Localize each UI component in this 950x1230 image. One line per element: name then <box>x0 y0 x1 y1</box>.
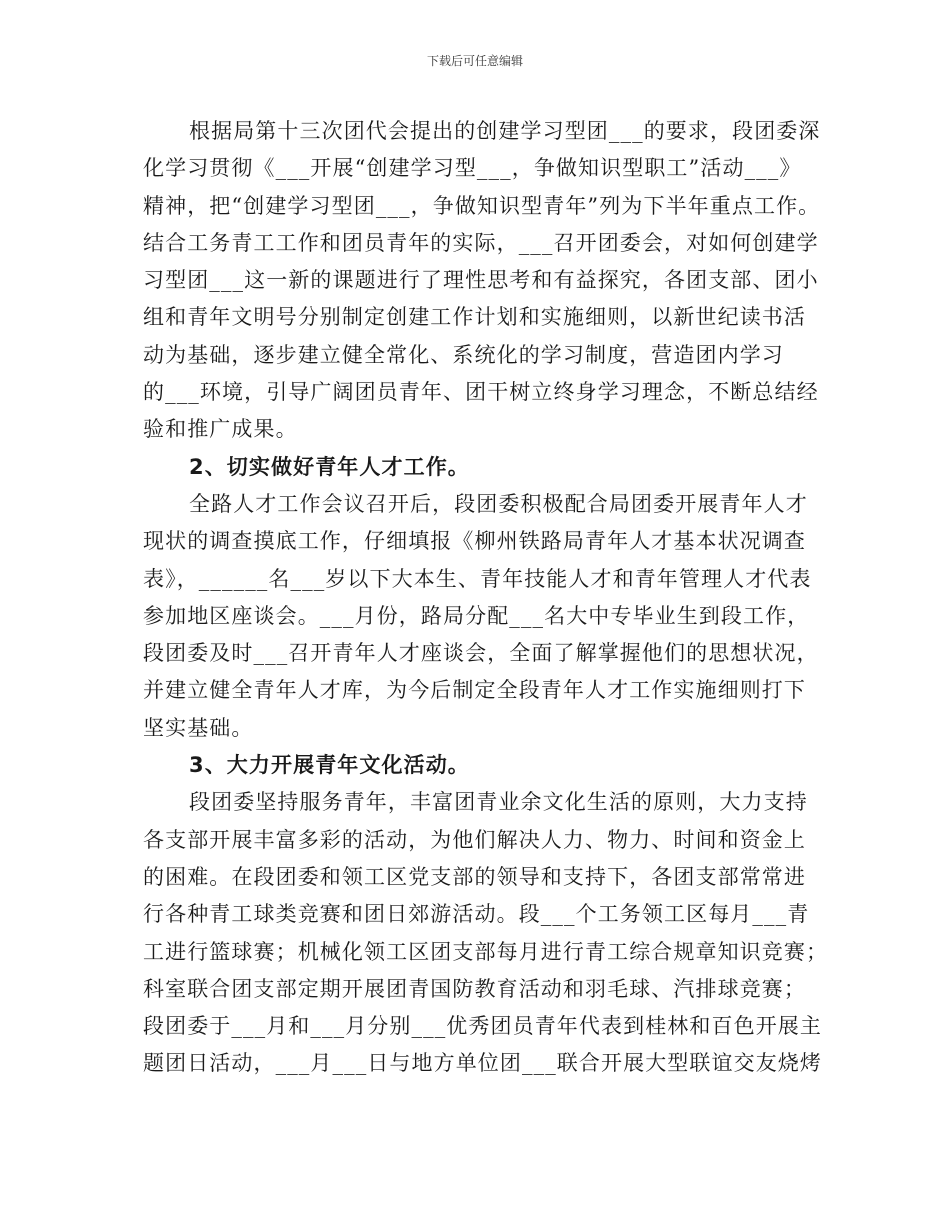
page-header: 下载后可任意编辑 <box>426 54 523 68</box>
paragraph-line: 行各种青工球类竞赛和团日郊游活动。段___个工务领工区每月___青 <box>143 902 810 927</box>
paragraph-line: 表》，______名___岁以下大本生、青年技能人才和青年管理人才代表 <box>143 566 812 591</box>
paragraph-line: 化学习贯彻《___开展“创建学习型___，争做知识型职工”活动___》 <box>143 156 802 181</box>
paragraph-line: 参加地区座谈会。___月份，路局分配___名大中专毕业生到段工作， <box>143 603 810 628</box>
paragraph-line: 验和推广成果。 <box>143 417 298 442</box>
paragraph-line: 根据局第十三次团代会提出的创建学习型团___的要求，段团委深 <box>189 119 821 143</box>
paragraph-line: 习型团___这一新的课题进行了理性思考和有益探究，各团支部、团小 <box>143 268 819 293</box>
paragraph-line: 现状的调查摸底工作，仔细填报《柳州铁路局青年人才基本状况调查 <box>143 529 806 554</box>
section-heading: 2、切实做好青年人才工作。 <box>189 454 470 479</box>
paragraph-line: 段团委于___月和___月分别___优秀团员青年代表到桂林和百色开展主 <box>143 1014 822 1039</box>
document-body <box>143 113 829 1083</box>
paragraph-line: 科室联合团支部定期开展团青国防教育活动和羽毛球、汽排球竞赛； <box>143 976 806 1001</box>
paragraph-line: 并建立健全青年人才库，为今后制定全段青年人才工作实施细则打下 <box>143 678 806 703</box>
paragraph-line: 工进行篮球赛；机械化领工区团支部每月进行青工综合规章知识竞赛； <box>143 939 829 964</box>
paragraph-line: 题团日活动，___月___日与地方单位团___联合开展大型联谊交友烧烤 <box>143 1051 822 1076</box>
paragraph-line: 结合工务青工工作和团员青年的实际，___召开团委会，对如何创建学 <box>143 230 819 255</box>
paragraph-line: 段团委坚持服务青年，丰富团青业余文化生活的原则，大力支持 <box>189 790 808 815</box>
paragraph-line: 全路人才工作会议召开后，段团委积极配合局团委开展青年人才 <box>189 491 808 516</box>
paragraph-line: 的___环境，引导广阔团员青年、团干树立终身学习理念，不断总结经 <box>143 380 819 405</box>
section-heading: 3、大力开展青年文化活动。 <box>189 753 470 778</box>
paragraph-line: 段团委及时___召开青年人才座谈会，全面了解掌握他们的思想状况， <box>143 641 819 666</box>
paragraph-line: 动为基础，逐步建立健全常化、系统化的学习制度，营造团内学习 <box>143 342 784 367</box>
paragraph-line: 各支部开展丰富多彩的活动，为他们解决人力、物力、时间和资金上 <box>143 827 806 852</box>
paragraph-line: 精神，把“创建学习型团___，争做知识型青年”列为下半年重点工作。 <box>143 193 821 218</box>
paragraph-line: 的困难。在段团委和领工区党支部的领导和支持下，各团支部常常进 <box>143 864 806 889</box>
paragraph-line: 坚实基础。 <box>143 715 254 740</box>
paragraph-line: 组和青年文明号分别制定创建工作计划和实施细则，以新世纪读书活 <box>143 305 806 330</box>
